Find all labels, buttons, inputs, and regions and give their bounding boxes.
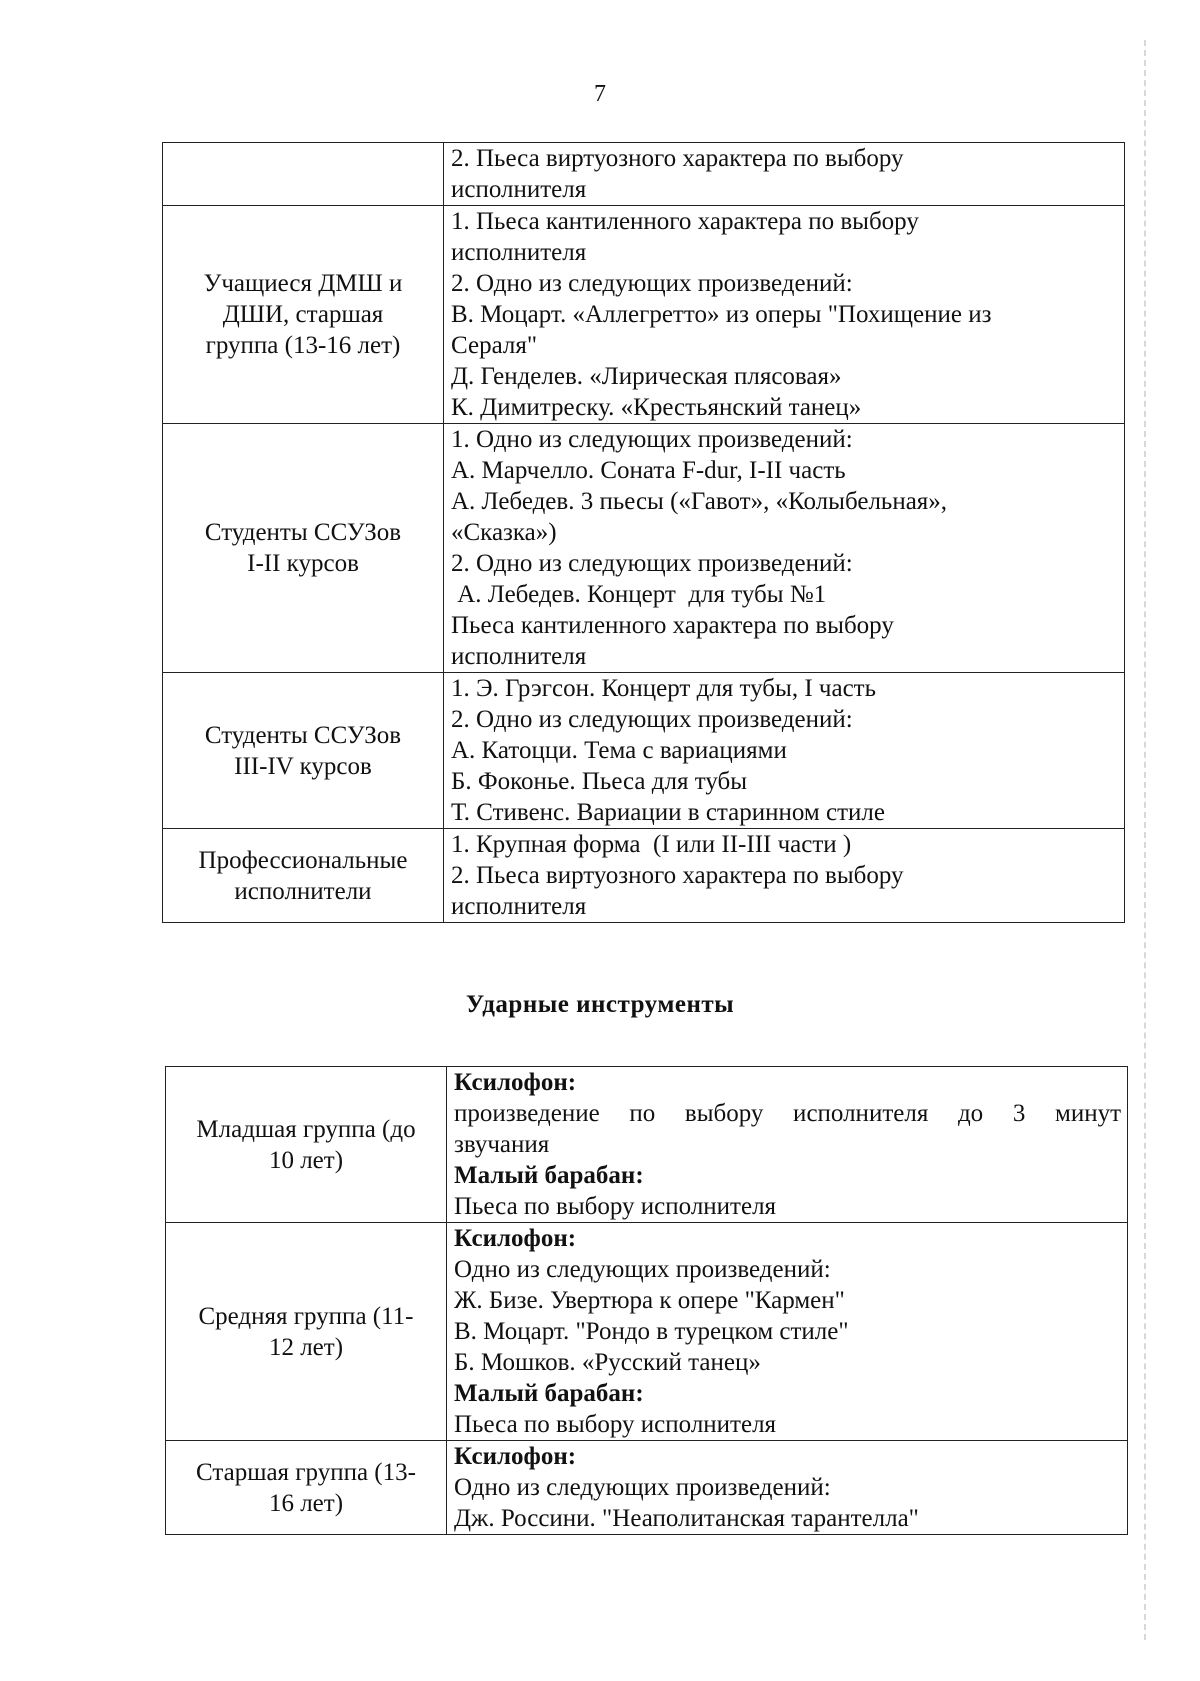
category-line: III-IV курсов: [234, 752, 372, 780]
repertoire-line: В. Моцарт. "Рондо в турецком стиле": [454, 1318, 849, 1345]
repertoire-line: Ж. Бизе. Увертюра к опере "Кармен": [454, 1287, 845, 1314]
instrument-heading: Ксилофон:: [454, 1443, 577, 1470]
page-number: 7: [594, 81, 606, 107]
repertoire-line: «Сказка»): [451, 519, 557, 546]
repertoire-line: Пьеса кантиленного характера по выбору: [451, 612, 894, 639]
performer-category-cell: [163, 143, 444, 206]
instrument-heading: Ксилофон:: [454, 1069, 577, 1096]
repertoire-line: Пьеса по выбору исполнителя: [454, 1411, 777, 1438]
repertoire-line: Б. Мошков. «Русский танец»: [454, 1349, 761, 1376]
repertoire-line: К. Димитреску. «Крестьянский танец»: [451, 394, 862, 421]
repertoire-line: исполнителя: [451, 239, 587, 266]
repertoire-line: А. Катоцци. Тема с вариациями: [451, 737, 787, 764]
category-line: Профессиональные: [198, 846, 408, 874]
category-line: Старшая группа (13-: [196, 1458, 416, 1486]
category-line: исполнители: [234, 877, 372, 905]
category-line: Средняя группа (11-: [198, 1302, 414, 1330]
repertoire-line: 1. Одно из следующих произведений:: [451, 426, 853, 453]
table-row: [163, 673, 1125, 829]
table-row: [163, 424, 1125, 673]
category-line: Студенты ССУЗов: [204, 519, 402, 546]
repertoire-line: 2. Пьеса виртуозного характера по выбору: [451, 145, 904, 172]
repertoire-line: А. Марчелло. Соната F-dur, I-II часть: [451, 457, 846, 484]
repertoire-line: Т. Стивенс. Вариации в старинном стиле: [451, 799, 885, 826]
repertoire-line: А. Лебедев. 3 пьесы («Гавот», «Колыбельная»,: [451, 488, 948, 515]
repertoire-cell: [447, 1441, 1128, 1535]
section-title-percussion: Ударные инструменты: [465, 991, 735, 1018]
repertoire-line: 1. Э. Грэгсон. Концерт для тубы, I часть: [451, 675, 876, 702]
category-line: 12 лет): [268, 1333, 344, 1361]
repertoire-cell: [444, 143, 1125, 206]
performer-category-cell: [163, 206, 444, 424]
instrument-heading: Малый барабан:: [454, 1380, 644, 1407]
performer-category-cell: [163, 424, 444, 673]
repertoire-line: Б. Фоконье. Пьеса для тубы: [451, 768, 748, 795]
table-row: [163, 143, 1125, 206]
repertoire-line: В. Моцарт. «Аллегретто» из оперы "Похищение из: [451, 301, 992, 328]
repertoire-line: Д. Генделев. «Лирическая плясовая»: [451, 363, 842, 390]
repertoire-line: Пьеса по выбору исполнителя: [454, 1193, 777, 1220]
repertoire-cell: [444, 829, 1125, 923]
repertoire-line: 1. Крупная форма (I или II-III части ): [451, 831, 852, 858]
category-line: 10 лет): [268, 1146, 344, 1174]
repertoire-line: 2. Пьеса виртуозного характера по выбору: [451, 862, 904, 889]
repertoire-line: 2. Одно из следующих произведений:: [451, 706, 853, 733]
category-line: ДШИ, старшая: [222, 301, 384, 328]
performer-category-cell: [166, 1067, 447, 1223]
percussion-repertoire-table: [165, 1066, 1128, 1535]
instrument-heading: Ксилофон:: [454, 1225, 577, 1252]
repertoire-line: звучания: [454, 1131, 550, 1158]
instrument-heading: Малый барабан:: [454, 1162, 644, 1189]
repertoire-line: исполнителя: [451, 643, 587, 670]
repertoire-cell: [444, 206, 1125, 424]
repertoire-cell: [447, 1223, 1128, 1441]
repertoire-line: Одно из следующих произведений:: [454, 1474, 831, 1501]
category-line: I-II курсов: [247, 550, 359, 577]
performer-category-cell: [163, 673, 444, 829]
repertoire-line: исполнителя: [451, 893, 587, 920]
tuba-repertoire-table: [162, 142, 1125, 923]
repertoire-cell: [444, 673, 1125, 829]
category-line: Учащиеся ДМШ и: [203, 270, 403, 297]
repertoire-line: 2. Одно из следующих произведений:: [451, 550, 853, 577]
table-row: [166, 1441, 1128, 1535]
table-body: [166, 1067, 1128, 1535]
repertoire-line: Одно из следующих произведений:: [454, 1256, 831, 1283]
table-row: [163, 206, 1125, 424]
category-line: Студенты ССУЗов: [204, 721, 402, 749]
category-line: Младшая группа (до: [196, 1115, 416, 1143]
repertoire-line: исполнителя: [451, 176, 587, 203]
table-row: [163, 829, 1125, 923]
repertoire-line: А. Лебедев. Концерт для тубы №1: [451, 581, 827, 608]
repertoire-line: Дж. Россини. "Неаполитанская тарантелла": [454, 1505, 919, 1532]
performer-category-cell: [166, 1223, 447, 1441]
performer-category-cell: [163, 829, 444, 923]
table-row: [166, 1223, 1128, 1441]
repertoire-cell: [447, 1067, 1128, 1223]
table-body: [163, 143, 1125, 923]
repertoire-line: произведение по выбору исполнителя до 3 минут: [454, 1100, 1121, 1127]
category-line: 16 лет): [268, 1489, 344, 1517]
repertoire-line: 1. Пьеса кантиленного характера по выбору: [451, 208, 919, 235]
performer-category-cell: [166, 1441, 447, 1535]
repertoire-cell: [444, 424, 1125, 673]
scan-edge-shadow: [1143, 40, 1146, 1640]
repertoire-line: 2. Одно из следующих произведений:: [451, 270, 853, 297]
repertoire-line: Сераля": [451, 332, 538, 359]
category-line: группа (13-16 лет): [205, 332, 401, 359]
table-row: [166, 1067, 1128, 1223]
